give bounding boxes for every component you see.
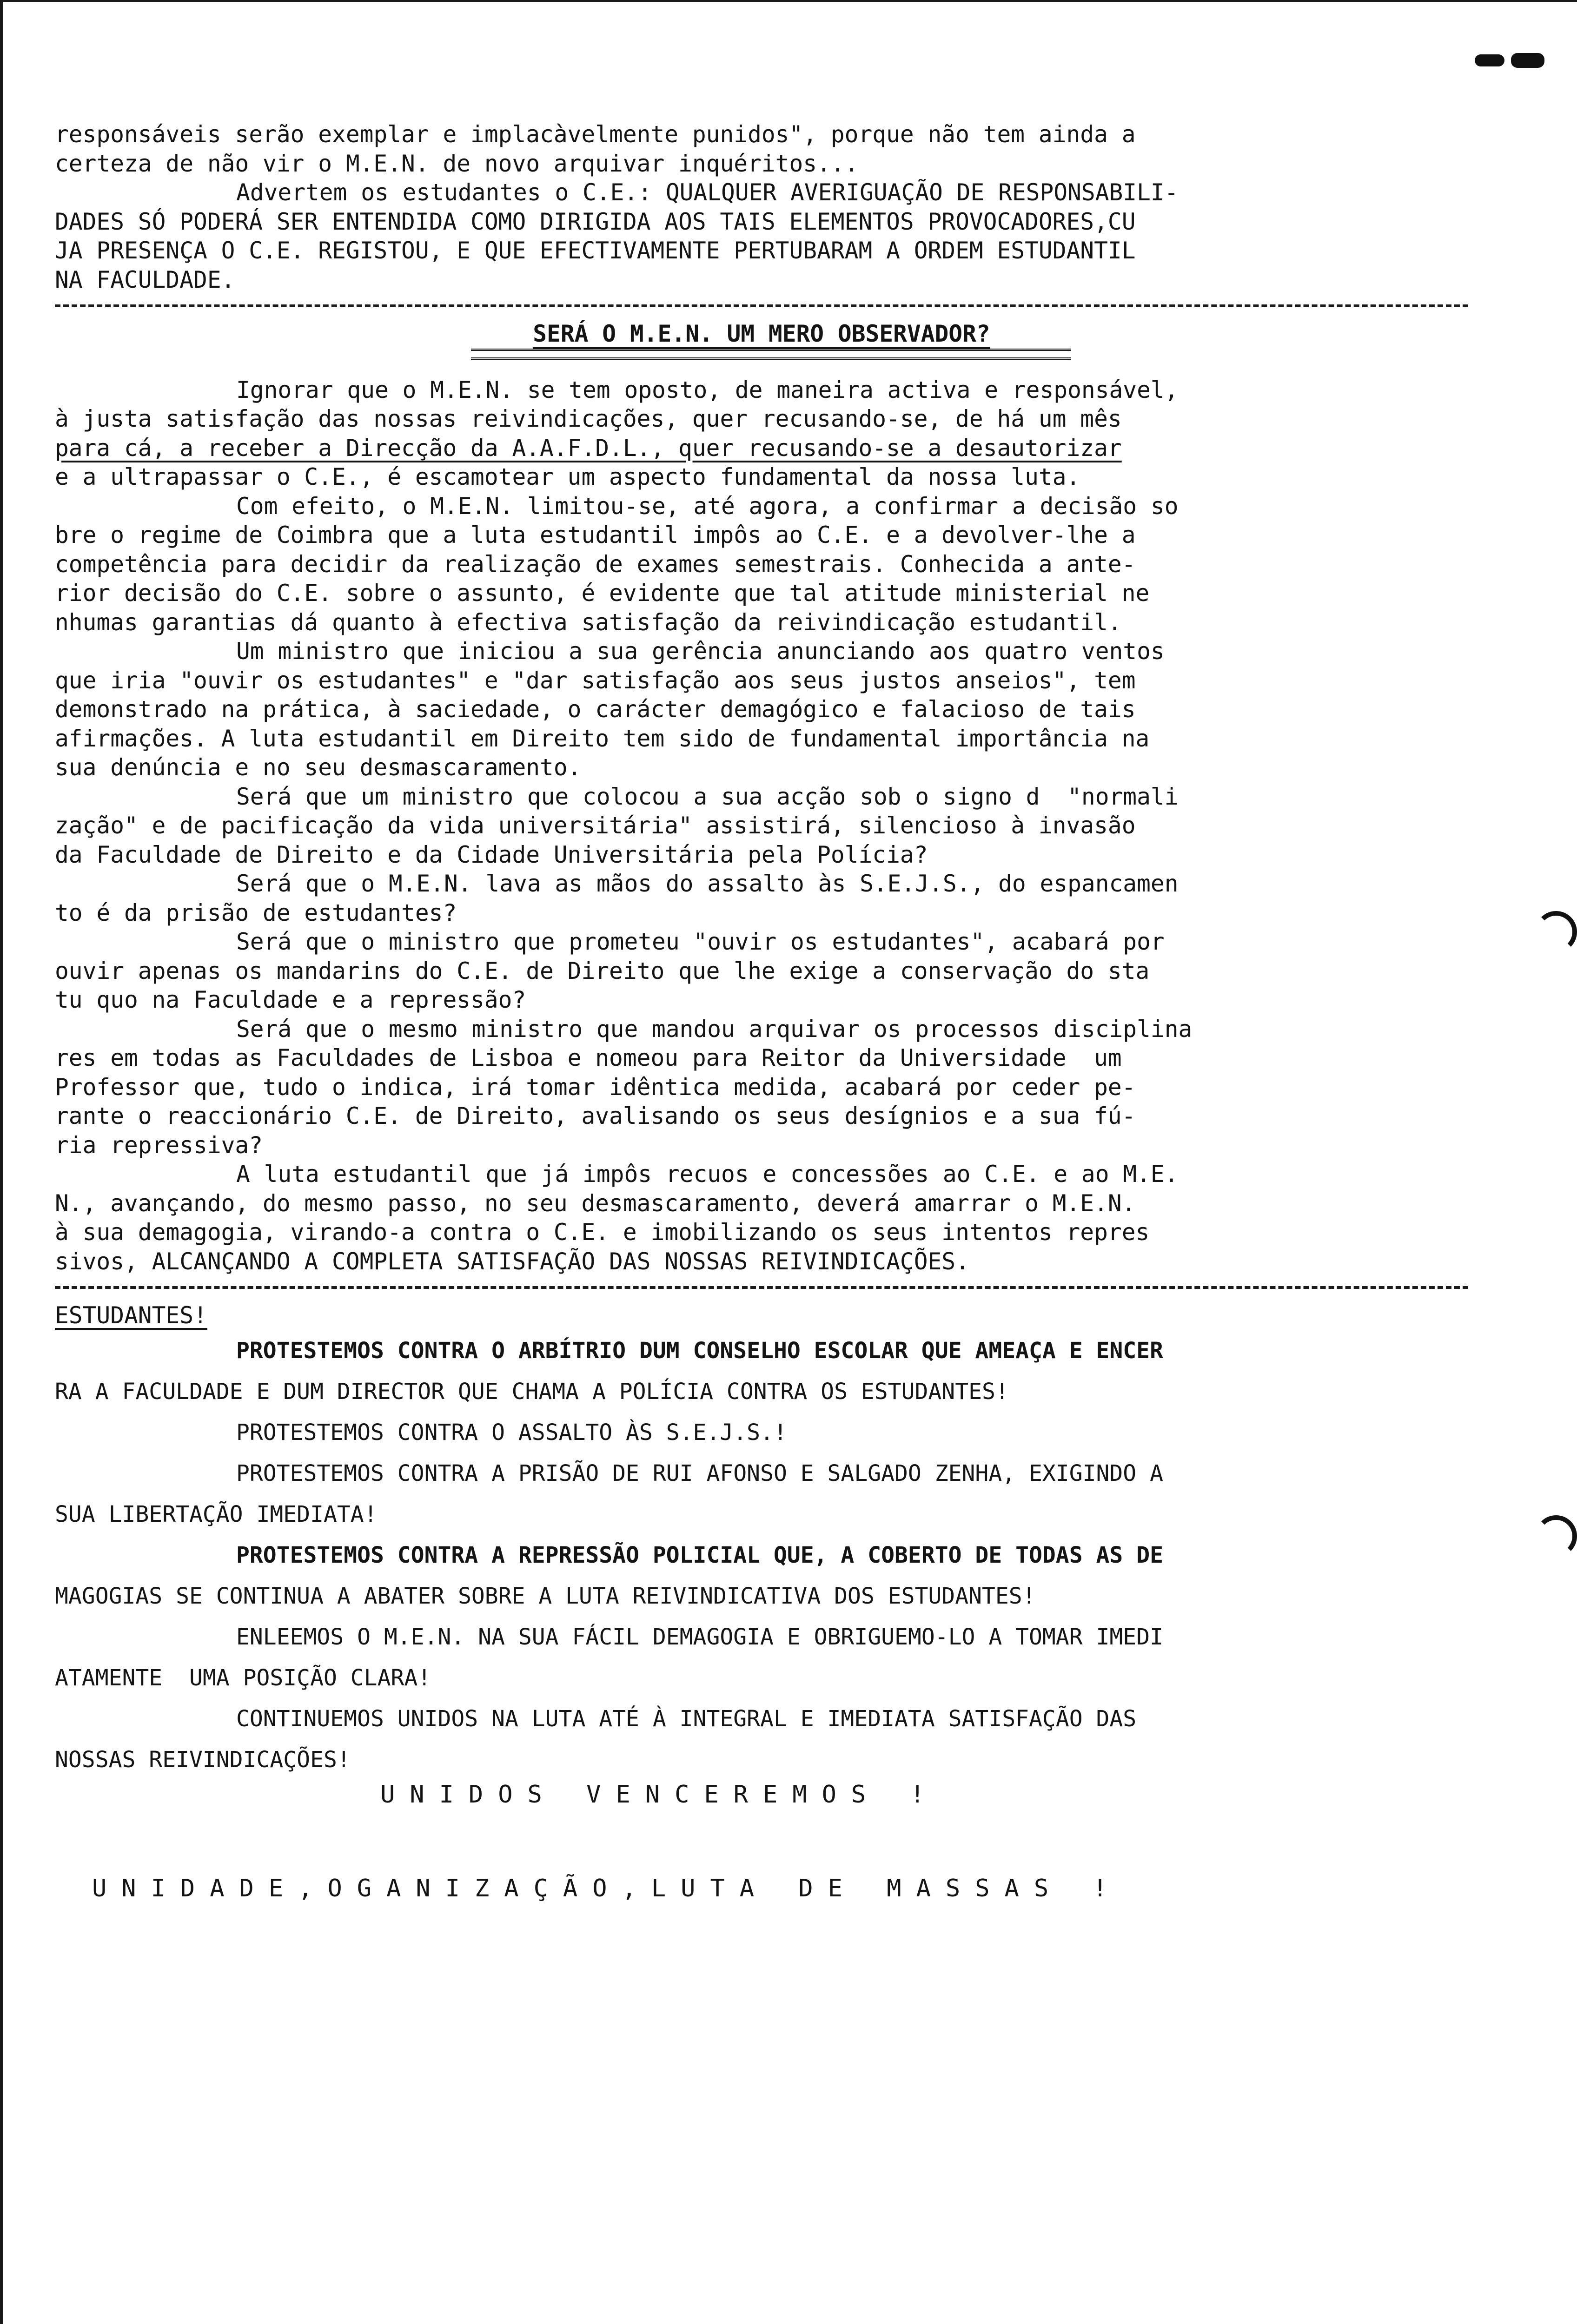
protest-line: PROTESTEMOS CONTRA A PRISÃO DE RUI AFONSO E SALGADO ZENHA, EXIGINDO A xyxy=(236,1460,1163,1486)
section-line: da Faculdade de Direito e da Cidade Universitária pela Polícia? xyxy=(55,841,928,868)
section-line: Será que o ministro que prometeu "ouvir os estudantes", acabará por xyxy=(236,928,1165,955)
section-line: Será que um ministro que colocou a sua acção sob o signo d "normali xyxy=(236,783,1179,810)
typed-document xyxy=(55,120,1487,1903)
protest-line: PROTESTEMOS CONTRA A REPRESSÃO POLICIAL QUE, A COBERTO DE TODAS AS DE xyxy=(236,1542,1163,1568)
intro-line: responsáveis serão exemplar e implacàvelmente punidos", porque não tem ainda a xyxy=(55,121,1136,148)
section-line: competência para decidir da realização de exames semestrais. Conhecida a ante- xyxy=(55,550,1136,578)
protest-line: PROTESTEMOS CONTRA O ASSALTO ÀS S.E.J.S.! xyxy=(236,1419,787,1446)
section-line: Professor que, tudo o indica, irá tomar idêntica medida, acabará por ceder pe- xyxy=(55,1073,1136,1101)
protest-line: MAGOGIAS SE CONTINUA A ABATER SOBRE A LUTA REIVINDICATIVA DOS ESTUDANTES! xyxy=(55,1583,1036,1609)
section-line: zação" e de pacificação da vida universitária" assistirá, silencioso à invasão xyxy=(55,812,1136,839)
section-line: à justa satisfação das nossas reivindicações, quer recusando-se, de há um mês xyxy=(55,405,1122,432)
section-line: Um ministro que iniciou a sua gerência anunciando aos quatro ventos xyxy=(236,638,1165,665)
section-line: que iria "ouvir os estudantes" e "dar satisfação aos seus justos anseios", tem xyxy=(55,667,1136,694)
protest-line: SUA LIBERTAÇÃO IMEDIATA! xyxy=(55,1501,378,1527)
protest-line: PROTESTEMOS CONTRA O ARBÍTRIO DUM CONSELHO ESCOLAR QUE AMEAÇA E ENCER xyxy=(236,1337,1163,1364)
section-line: e a ultrapassar o C.E., é escamotear um aspecto fundamental da nossa luta. xyxy=(55,463,1080,490)
section-line: bre o regime de Coimbra que a luta estudantil impôs ao C.E. e a devolver-lhe a xyxy=(55,522,1136,548)
section-line: res em todas as Faculdades de Lisboa e nomeou para Reitor da Universidade um xyxy=(55,1044,1122,1071)
intro-line: certeza de não vir o M.E.N. de novo arquivar inquéritos... xyxy=(55,150,859,177)
section-line: nhumas garantias dá quanto à efectiva satisfação da reivindicação estudantil. xyxy=(55,608,1122,636)
protest-line: NOSSAS REIVINDICAÇÕES! xyxy=(55,1746,351,1773)
section-line: tu quo na Faculdade e a repressão? xyxy=(55,986,526,1013)
section-line: sua denúncia e no seu desmascaramento. xyxy=(55,754,582,781)
intro-line: NA FACULDADE. xyxy=(55,266,235,293)
protest-block xyxy=(55,1330,1487,1780)
protest-line: ENLEEMOS O M.E.N. NA SUA FÁCIL DEMAGOGIA E OBRIGUEMO-LO A TOMAR IMEDI xyxy=(236,1624,1163,1650)
margin-hole-mark xyxy=(1535,911,1577,953)
intro-line: Advertem os estudantes o C.E.: QUALQUER AVERIGUAÇÃO DE RESPONSABILI- xyxy=(236,179,1179,206)
intro-line: JA PRESENÇA O C.E. REGISTOU, E QUE EFECTIVAMENTE PERTUBARAM A ORDEM ESTUDANTIL xyxy=(55,237,1136,264)
section-line: rante o reaccionário C.E. de Direito, avalisando os seus desígnios e a sua fú- xyxy=(55,1103,1136,1129)
section-line: demonstrado na prática, à saciedade, o carácter demagógico e falacioso de tais xyxy=(55,696,1136,723)
section-line: Ignorar que o M.E.N. se tem oposto, de maneira activa e responsável, xyxy=(236,376,1179,403)
section-line: Será que o mesmo ministro que mandou arquivar os processos disciplina xyxy=(236,1015,1193,1043)
estudantes-heading: ESTUDANTES! xyxy=(55,1302,207,1329)
section-line: A luta estudantil que já impôs recuos e concessões ao C.E. e ao M.E. xyxy=(236,1161,1179,1188)
section-line: N., avançando, do mesmo passo, no seu desmascaramento, deverá amarrar o M.E.N. xyxy=(55,1189,1136,1217)
slogan-unity: UNIDADE,OGANIZAÇÃO,LUTA DE MASSAS ! xyxy=(92,1875,1122,1902)
section-line: ouvir apenas os mandarins do C.E. de Direito que lhe exige a conservação do sta xyxy=(55,957,1150,984)
dashed-divider xyxy=(55,1286,1468,1289)
protest-line: RA A FACULDADE E DUM DIRECTOR QUE CHAMA A POLÍCIA CONTRA OS ESTUDANTES! xyxy=(55,1378,1009,1405)
intro-line: DADES SÓ PODERÁ SER ENTENDIDA COMO DIRIGIDA AOS TAIS ELEMENTOS PROVOCADORES,CU xyxy=(55,208,1136,235)
section-line: Será que o M.E.N. lava as mãos do assalto às S.E.J.S., do espancamen xyxy=(236,870,1179,897)
slogan-united: UNIDOS VENCEREMOS ! xyxy=(380,1780,940,1809)
section-line: afirmações. A luta estudantil em Direito tem sido de fundamental importância na xyxy=(55,725,1150,752)
section-title: SERÁ O M.E.N. UM MERO OBSERVADOR? xyxy=(533,320,990,347)
section-line: to é da prisão de estudantes? xyxy=(55,899,457,926)
margin-hole-mark xyxy=(1535,1515,1577,1557)
section-line: para cá, a receber a Direcção da A.A.F.D.L., quer recusando-se a desautorizar xyxy=(55,434,1122,462)
ink-mark xyxy=(1475,52,1544,69)
protest-line: ATAMENTE UMA POSIÇÃO CLARA! xyxy=(55,1664,431,1691)
protest-line: CONTINUEMOS UNIDOS NA LUTA ATÉ À INTEGRAL E IMEDIATA SATISFAÇÃO DAS xyxy=(236,1705,1137,1732)
section-line: Com efeito, o M.E.N. limitou-se, até agora, a confirmar a decisão so xyxy=(236,492,1179,520)
section-line: rior decisão do C.E. sobre o assunto, é evidente que tal atitude ministerial ne xyxy=(55,580,1150,607)
dashed-divider xyxy=(55,304,1468,307)
section-line: à sua demagogia, virando-a contra o C.E. e imobilizando os seus intentos repres xyxy=(55,1219,1150,1246)
title-underline xyxy=(471,349,1071,360)
section-line: ria repressiva? xyxy=(55,1131,263,1159)
section-line: sivos, ALCANÇANDO A COMPLETA SATISFAÇÃO DAS NOSSAS REIVINDICAÇÕES. xyxy=(55,1248,969,1275)
